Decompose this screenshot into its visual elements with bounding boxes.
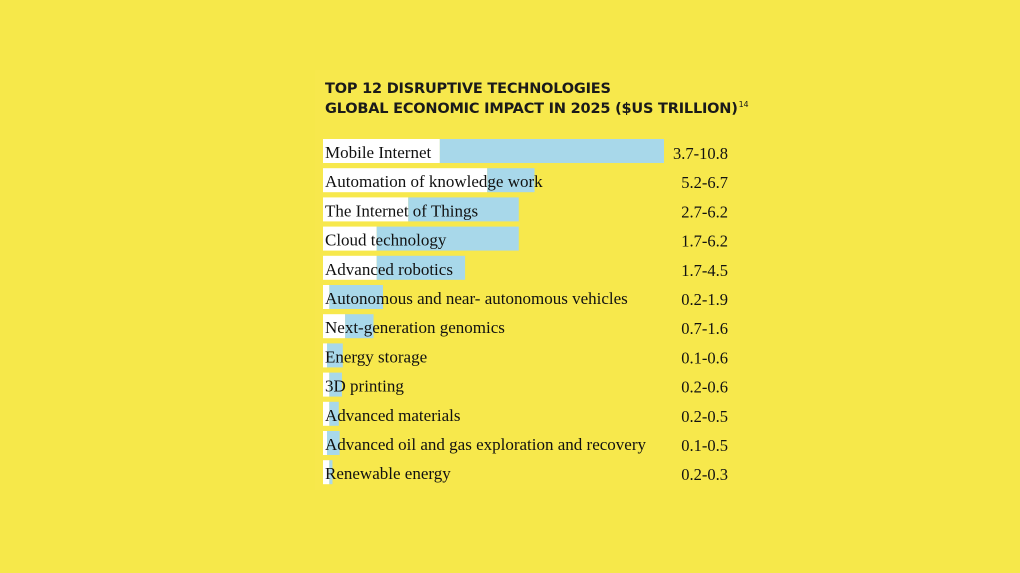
bar-row-advanced-oil-and-gas-exploration-and-recovery [323,431,728,455]
category-label-3d-printing: 3D printing [325,376,404,396]
value-label-3d-printing: 0.2-0.6 [681,377,728,397]
bar-row-automation-of-knowledge-work [323,168,728,192]
category-label-automation-of-knowledge-work: Automation of knowledge work [325,172,543,192]
value-label-automation-of-knowledge-work: 5.2-6.7 [681,173,728,193]
bar-row-the-internet-of-things [323,197,728,221]
value-label-next-generation-genomics: 0.7-1.6 [681,319,728,339]
bar-row-next-generation-genomics [323,314,728,338]
value-label-autonomous-and-near-autonomous-vehicles: 0.2-1.9 [681,290,728,309]
bar-row-advanced-robotics [323,256,728,280]
bar-range-segment-mobile-internet [440,139,664,163]
category-label-advanced-oil-and-gas-exploration-and-recovery: Advanced oil and gas exploration and recovery [325,435,646,454]
category-label-mobile-internet: Mobile Internet [325,143,432,162]
bar-row-advanced-materials [323,402,728,426]
chart-title-line-2-text: GLOBAL ECONOMIC IMPACT IN 2025 ($US TRILLION) [325,101,738,117]
bar-row-renewable-energy [323,460,728,484]
category-label-next-generation-genomics: Next-generation genomics [325,318,505,338]
category-label-autonomous-and-near-autonomous-vehicles: Autonomous and near- autonomous vehicles [325,289,628,308]
value-label-mobile-internet: 3.7-10.8 [673,144,728,163]
bar-row-cloud-technology [323,227,728,251]
value-label-the-internet-of-things: 2.7-6.2 [681,202,728,222]
category-label-renewable-energy: Renewable energy [325,464,451,484]
value-label-advanced-oil-and-gas-exploration-and-recovery: 0.1-0.5 [681,436,728,455]
category-label-advanced-materials: Advanced materials [325,405,461,425]
footnote-reference: 14 [738,100,749,109]
bar-row-3d-printing [323,373,728,397]
bar-row-mobile-internet [323,139,728,163]
bar-row-energy-storage [323,343,728,367]
category-label-cloud-technology: Cloud technology [325,230,447,250]
value-label-advanced-robotics: 1.7-4.5 [681,260,728,280]
value-label-renewable-energy: 0.2-0.3 [681,465,728,485]
chart-title-line-1: TOP 12 DISRUPTIVE TECHNOLOGIES [325,81,611,97]
value-label-energy-storage: 0.1-0.6 [681,348,728,368]
value-label-advanced-materials: 0.2-0.5 [681,406,728,426]
category-label-the-internet-of-things: The Internet of Things [325,201,479,221]
category-label-energy-storage: Energy storage [325,347,428,367]
value-label-cloud-technology: 1.7-6.2 [681,231,728,251]
bar-row-autonomous-and-near-autonomous-vehicles [323,285,728,309]
category-label-advanced-robotics: Advanced robotics [325,259,453,279]
